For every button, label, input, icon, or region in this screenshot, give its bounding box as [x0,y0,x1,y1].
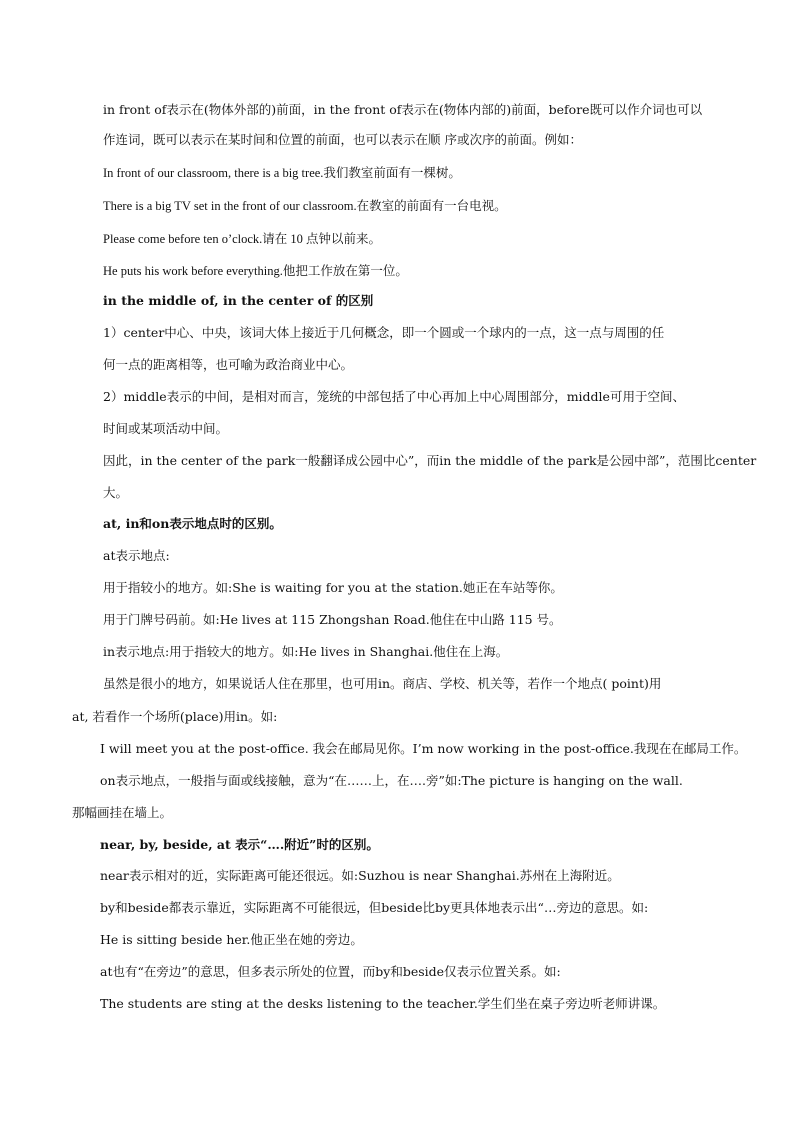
paragraph-line: 2）middle表示的中间，是相对而言，笼统的中部包括了中心再加上中心周围部分，middle可用于空间、 [103,389,685,404]
paragraph-line: 用于指较小的地方。如:She is waiting for you at the station.她正在车站等你。 [103,580,563,595]
paragraph-line: by和beside都表示靠近，实际距离不可能很远，但beside比by更具体地表示出“…旁边的意思。如: [100,900,649,915]
section-heading: near, by, beside, at 表示“….附近”时的区别。 [100,837,379,852]
paragraph-line: 时间或某项活动中间。 [103,421,229,436]
paragraph-line: in表示地点:用于指较大的地方。如:He lives in Shanghai.他住在上海。 [103,644,509,659]
paragraph-line: The students are sting at the desks listening to the teacher.学生们坐在桌子旁边听老师讲课。 [100,996,666,1011]
example-sentence: There is a big TV set in the front of our classroom.在教室的前面有一台电视。 [103,199,507,213]
paragraph-line: at也有“在旁边”的意思，但多表示所处的位置，而by和beside仅表示位置关系。如: [100,964,561,979]
paragraph-line: at, 若看作一个场所(place)用in。如: [72,709,278,724]
paragraph-line: I will meet you at the post-office. 我会在邮局见你。I’m now working in the post-office.我现在在邮局工作。 [100,741,747,756]
paragraph-line: 1）center中心、中央，该词大体上接近于几何概念，即一个圆或一个球内的一点，这一点与周围的任 [103,325,665,340]
paragraph-line: 大。 [103,485,129,500]
paragraph-line: 作连词，既可以表示在某时间和位置的前面，也可以表示在顺 序或次序的前面。例如： [103,132,582,147]
section-heading: in the middle of, in the center of 的区别 [103,293,374,308]
section-heading: at, in和on表示地点时的区别。 [103,516,282,531]
paragraph-line: near表示相对的近，实际距离可能还很远。如:Suzhou is near Shanghai.苏州在上海附近。 [100,868,620,883]
paragraph-line: at表示地点: [103,548,170,563]
paragraph-line: 何一点的距离相等，也可喻为政治商业中心。 [103,357,354,372]
paragraph-line: 用于门牌号码前。如:He lives at 115 Zhongshan Road.他住在中山路 115 号。 [103,612,562,627]
example-sentence: He puts his work before everything.他把工作放在第一位。 [103,264,408,278]
example-sentence: Please come before ten o’clock.请在 10 点钟以前来。 [103,232,382,246]
paragraph-line: He is sitting beside her.他正坐在她的旁边。 [100,932,363,947]
example-sentence: In front of our classroom, there is a big tree.我们教室前面有一棵树。 [103,166,461,180]
paragraph-line: in front of表示在(物体外部的)前面，in the front of表示在(物体内部的)前面，before既可以作介词也可以 [103,102,703,117]
paragraph-line: 虽然是很小的地方，如果说话人住在那里，也可用in。商店、学校、机关等，若作一个地点( point)用 [103,676,662,691]
paragraph-line: 那幅画挂在墙上。 [72,805,173,820]
paragraph-line: on表示地点，一般指与面或线接触，意为“在……上，在….旁”如:The picture is hanging on the wall. [100,773,683,788]
paragraph-line: 因此，in the center of the park一般翻译成公园中心”，而in the middle of the park是公园中部”，范围比center [103,453,757,468]
